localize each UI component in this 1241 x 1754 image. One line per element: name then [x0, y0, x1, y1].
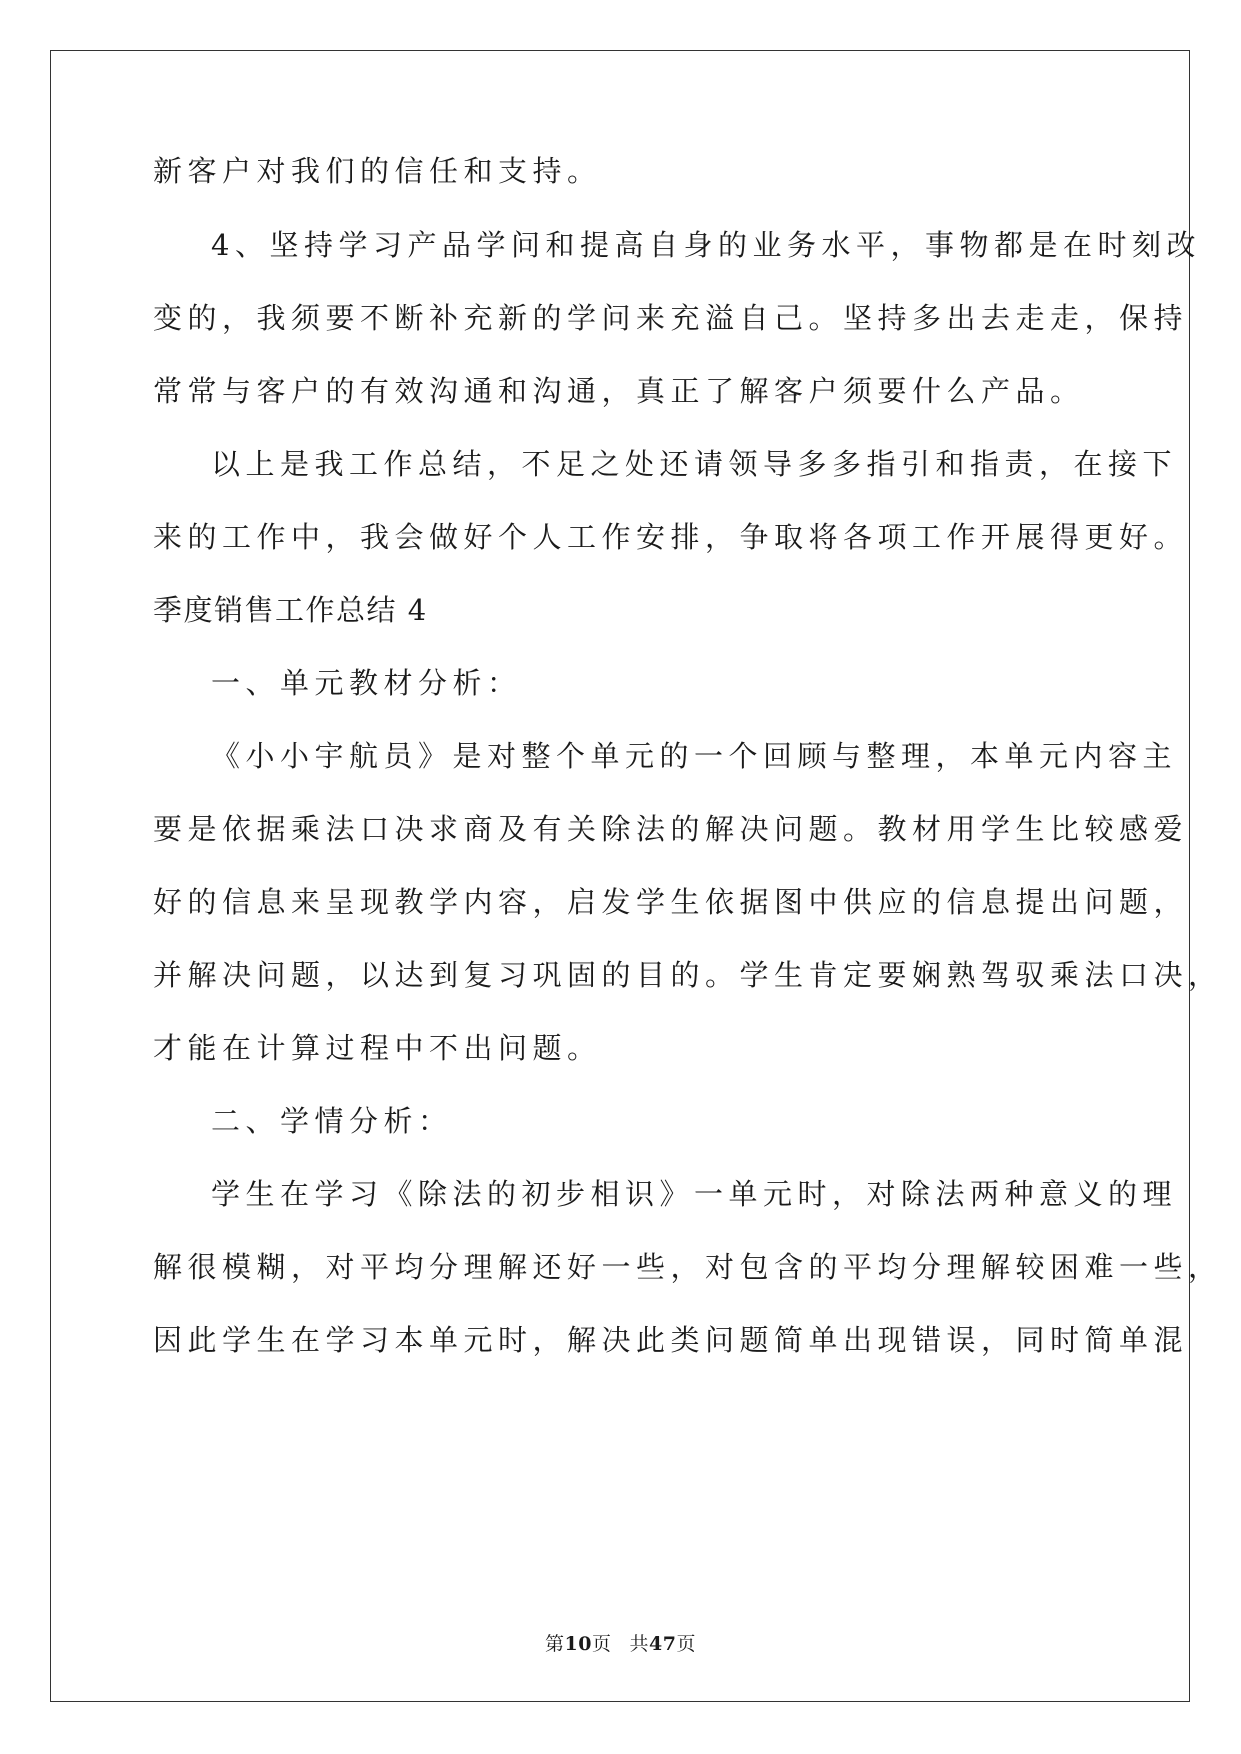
paragraph-line: 来的工作中，我会做好个人工作安排，争取将各项工作开展得更好。: [153, 520, 1189, 554]
paragraph-line: 解很模糊，对平均分理解还好一些，对包含的平均分理解较困难一些，: [153, 1250, 1223, 1284]
paragraph-line: 学生在学习《除法的初步相识》一单元时，对除法两种意义的理: [211, 1177, 1178, 1211]
paragraph-line: 常常与客户的有效沟通和沟通，真正了解客户须要什么产品。: [153, 374, 1085, 408]
paragraph-line: 《小小宇航员》是对整个单元的一个回顾与整理，本单元内容主: [211, 739, 1178, 773]
paragraph-line: 因此学生在学习本单元时，解决此类问题简单出现错误，同时简单混: [153, 1323, 1189, 1357]
paragraph-line: 新客户对我们的信任和支持。: [153, 154, 602, 188]
page-prefix: 第: [545, 1633, 565, 1655]
paragraph-line: 好的信息来呈现教学内容，启发学生依据图中供应的信息提出问题，: [153, 885, 1189, 919]
paragraph-line: 才能在计算过程中不出问题。: [153, 1031, 602, 1065]
paragraph-line: 变的，我须要不断补充新的学问来充溢自己。坚持多出去走走，保持: [153, 301, 1189, 335]
total-prefix: 共: [629, 1633, 650, 1655]
paragraph-line: 以上是我工作总结，不足之处还请领导多多指引和指责，在接下: [211, 447, 1178, 481]
total-unit: 页: [676, 1633, 696, 1655]
paragraph-line: 并解决问题，以达到复习巩固的目的。学生肯定要娴熟驾驭乘法口决，: [153, 958, 1223, 992]
subsection-heading: 一、单元教材分析：: [211, 666, 522, 700]
paragraph-line: 要是依据乘法口决求商及有关除法的解决问题。教材用学生比较感爱: [153, 812, 1189, 846]
page-border: [50, 50, 1190, 1702]
section-heading: 季度销售工作总结 4: [153, 593, 428, 627]
page-unit: 页: [591, 1633, 612, 1655]
current-page-number: 10: [564, 1633, 592, 1655]
subsection-heading: 二、学情分析：: [211, 1104, 453, 1138]
paragraph-line: 4、坚持学习产品学问和提高自身的业务水平，事物都是在时刻改: [211, 228, 1201, 262]
total-page-number: 47: [649, 1633, 677, 1655]
page-footer: [0, 1632, 1241, 1656]
